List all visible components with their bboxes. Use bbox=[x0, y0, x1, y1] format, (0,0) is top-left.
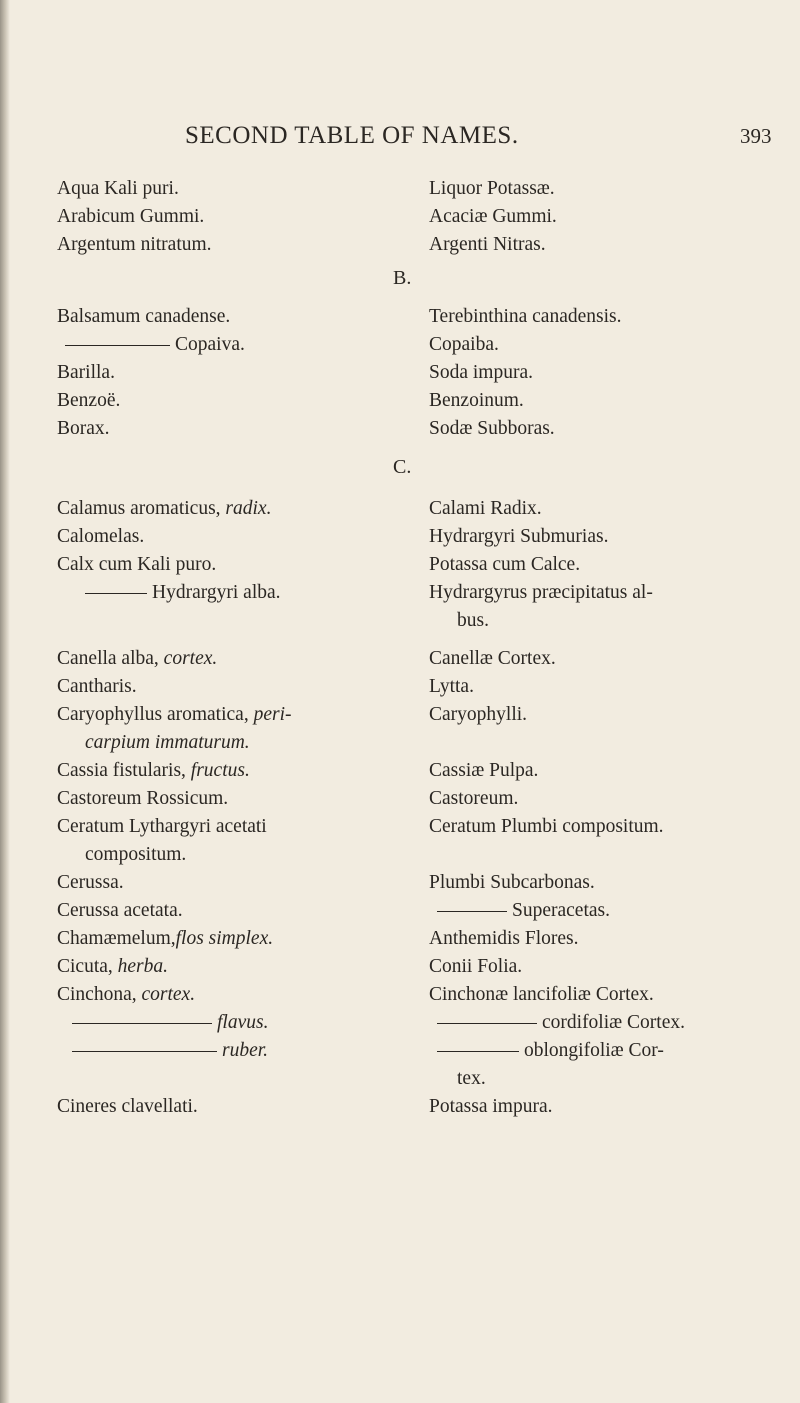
old-name: Chamæmelum,flos simplex. bbox=[57, 928, 274, 949]
old-name: Cerussa. bbox=[57, 872, 124, 893]
new-name: cordifoliæ Cortex. bbox=[429, 1009, 685, 1037]
old-name: flavus. bbox=[57, 1009, 268, 1037]
table-row bbox=[0, 1037, 800, 1065]
table-row bbox=[0, 579, 800, 607]
table-row bbox=[0, 953, 800, 981]
ditto-dash bbox=[72, 1023, 212, 1024]
table-row bbox=[0, 523, 800, 551]
new-name: Terebinthina canadensis. bbox=[429, 306, 622, 327]
new-name: Argenti Nitras. bbox=[429, 234, 546, 255]
section-letter: B. bbox=[393, 267, 412, 289]
table-row bbox=[0, 175, 800, 203]
old-name-continuation: carpium immaturum. bbox=[85, 732, 250, 753]
table-row bbox=[0, 701, 800, 729]
new-name: Potassa impura. bbox=[429, 1096, 553, 1117]
old-name: Cineres clavellati. bbox=[57, 1096, 198, 1117]
old-name: Arabicum Gummi. bbox=[57, 206, 205, 227]
table-row bbox=[0, 495, 800, 523]
ditto-dash bbox=[72, 1051, 217, 1052]
new-name: Superacetas. bbox=[429, 897, 610, 925]
new-name: Hydrargyri Submurias. bbox=[429, 526, 609, 547]
old-name: Cerussa acetata. bbox=[57, 900, 183, 921]
table-row bbox=[0, 981, 800, 1009]
section-heading-b bbox=[0, 259, 800, 297]
new-name: Canellæ Cortex. bbox=[429, 648, 556, 669]
table-row bbox=[0, 673, 800, 701]
old-name: Cinchona, cortex. bbox=[57, 984, 196, 1005]
old-name: Cantharis. bbox=[57, 676, 137, 697]
new-name-continuation: bus. bbox=[457, 610, 489, 631]
names-table bbox=[0, 175, 800, 1121]
page-header bbox=[0, 122, 800, 152]
table-row bbox=[0, 757, 800, 785]
ditto-dash bbox=[437, 1051, 519, 1052]
old-name: Cassia fistularis, fructus. bbox=[57, 760, 250, 781]
table-row bbox=[0, 607, 800, 635]
old-name: Calomelas. bbox=[57, 526, 145, 547]
table-row bbox=[0, 813, 800, 841]
table-row bbox=[0, 869, 800, 897]
page-number: 393 bbox=[740, 124, 772, 148]
old-name: Benzoë. bbox=[57, 390, 121, 411]
old-name-continuation: compositum. bbox=[85, 844, 187, 865]
new-name: Caryophylli. bbox=[429, 704, 528, 725]
old-name: Calx cum Kali puro. bbox=[57, 554, 217, 575]
ditto-dash bbox=[85, 593, 147, 594]
old-name: Caryophyllus aromatica, peri- bbox=[57, 704, 292, 725]
old-name: Balsamum canadense. bbox=[57, 306, 231, 327]
old-name: Cicuta, herba. bbox=[57, 956, 169, 977]
new-name: Ceratum Plumbi compositum. bbox=[429, 816, 664, 837]
new-name: Copaiba. bbox=[429, 334, 499, 355]
table-row bbox=[0, 841, 800, 869]
table-row bbox=[0, 231, 800, 259]
new-name: Plumbi Subcarbonas. bbox=[429, 872, 595, 893]
new-name: Calami Radix. bbox=[429, 498, 542, 519]
section-letter: C. bbox=[393, 456, 412, 478]
new-name: oblongifoliæ Cor- bbox=[429, 1037, 664, 1065]
new-name: Acaciæ Gummi. bbox=[429, 206, 557, 227]
table-row bbox=[0, 387, 800, 415]
old-name: ruber. bbox=[57, 1037, 268, 1065]
table-row bbox=[0, 203, 800, 231]
ditto-dash bbox=[437, 1023, 537, 1024]
old-name: Borax. bbox=[57, 418, 110, 439]
old-name: Barilla. bbox=[57, 362, 115, 383]
new-name: Cinchonæ lancifoliæ Cortex. bbox=[429, 984, 654, 1005]
old-name: Canella alba, cortex. bbox=[57, 648, 218, 669]
new-name: Potassa cum Calce. bbox=[429, 554, 581, 575]
new-name: Conii Folia. bbox=[429, 956, 523, 977]
table-row bbox=[0, 1093, 800, 1121]
new-name: Castoreum. bbox=[429, 788, 519, 809]
old-name: Castoreum Rossicum. bbox=[57, 788, 229, 809]
new-name: Lytta. bbox=[429, 676, 474, 697]
table-row bbox=[0, 1065, 800, 1093]
table-row bbox=[0, 331, 800, 359]
new-name: Cassiæ Pulpa. bbox=[429, 760, 539, 781]
old-name: Ceratum Lythargyri acetati bbox=[57, 816, 267, 837]
old-name: Hydrargyri alba. bbox=[57, 579, 281, 607]
ditto-dash bbox=[437, 911, 507, 912]
table-row bbox=[0, 359, 800, 387]
old-name: Copaiva. bbox=[57, 331, 245, 359]
old-name: Argentum nitratum. bbox=[57, 234, 212, 255]
new-name: Liquor Potassæ. bbox=[429, 178, 555, 199]
running-head: SECOND TABLE OF NAMES. bbox=[185, 122, 519, 149]
new-name-continuation: tex. bbox=[457, 1068, 486, 1089]
table-row bbox=[0, 645, 800, 673]
table-row bbox=[0, 785, 800, 813]
new-name: Benzoinum. bbox=[429, 390, 524, 411]
section-heading-c bbox=[0, 443, 800, 485]
table-row bbox=[0, 897, 800, 925]
table-row bbox=[0, 551, 800, 579]
table-row bbox=[0, 1009, 800, 1037]
new-name: Anthemidis Flores. bbox=[429, 928, 579, 949]
new-name: Hydrargyrus præcipitatus al- bbox=[429, 582, 653, 603]
new-name: Soda impura. bbox=[429, 362, 533, 383]
old-name: Calamus aromaticus, radix. bbox=[57, 498, 272, 519]
new-name: Sodæ Subboras. bbox=[429, 418, 555, 439]
table-row bbox=[0, 303, 800, 331]
ditto-dash bbox=[65, 345, 170, 346]
old-name: Aqua Kali puri. bbox=[57, 178, 179, 199]
table-row bbox=[0, 415, 800, 443]
table-row bbox=[0, 729, 800, 757]
table-row bbox=[0, 925, 800, 953]
